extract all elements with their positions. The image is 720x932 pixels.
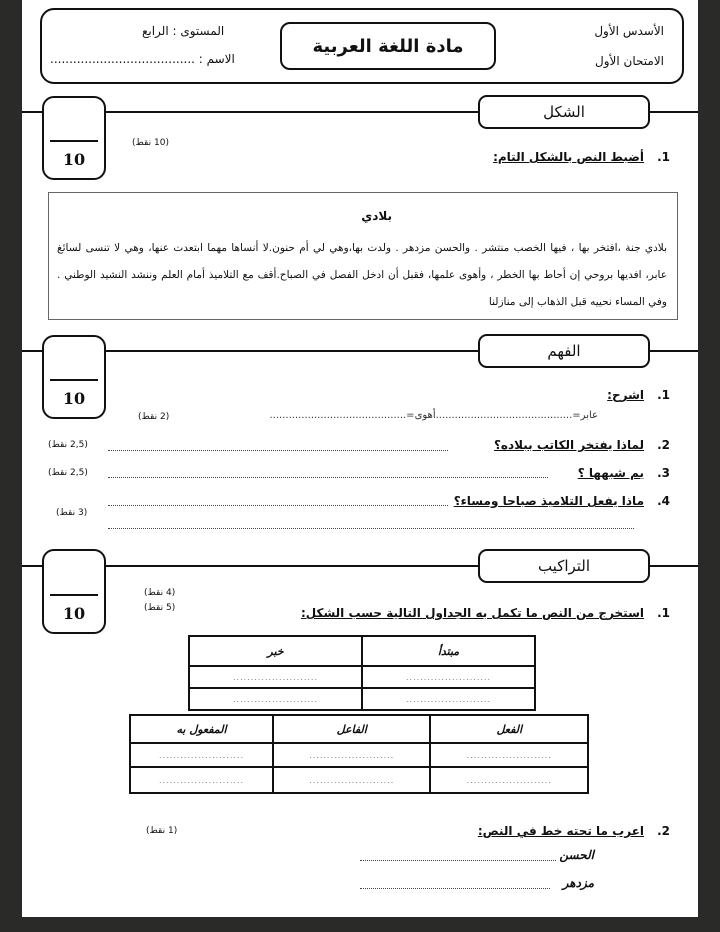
question-text: بم شبهها ؟ (577, 466, 644, 480)
answer-cell[interactable]: ........................ (362, 666, 535, 688)
answer-line[interactable] (108, 477, 548, 478)
score-box-structures (42, 549, 106, 634)
subject-title: مادة اللغة العربية (280, 22, 496, 70)
question-1-form (493, 150, 670, 164)
passage-body: بلادي جنة ،افتخر بها ، فيها الخصب منتشر . والحسن مزدهر . ولدت بها،وهي لي أم حنون.لا أنساها مهما ابتعدت عنها، وهي لا تنسى لسائغ عابر، افديها بروحي إن أحاط بها الخطر ، وأهوى علمها، فقبل أن ادخل الفصل في الصباح.أقف مع التلاميذ أمام العلم وننشد النشيد الوطني . وفي المساء نحييه قبل الذهاب إلى منازلنا (57, 242, 667, 308)
header-subject: مبتدأ (362, 636, 535, 666)
question-2-comprehension (494, 438, 670, 452)
answer-cell[interactable]: ........................ (130, 743, 273, 767)
question-text: ماذا يفعل التلاميذ صباحا ومساء؟ (453, 494, 644, 508)
answer-line-explain[interactable]: عابر=...........................................أهوى=........................................... (269, 410, 598, 421)
question-points: (2,5 نقط) (48, 440, 88, 450)
answer-cell[interactable]: ........................ (273, 743, 431, 767)
question-text: اعرب ما تحته خط في النص: (477, 824, 644, 838)
question-text: لماذا يفتخر الكاتب ببلاده؟ (493, 438, 644, 452)
header-verb: الفعل (430, 715, 588, 743)
table-row (189, 666, 535, 688)
exam-label: الامتحان الأول (595, 54, 664, 68)
answer-line[interactable] (108, 450, 448, 451)
question-number: 1. (657, 388, 670, 402)
level-label: المستوى : الرابع (142, 24, 225, 38)
score-fraction-bar (50, 379, 98, 381)
question-points: (1 نقط) (146, 826, 178, 836)
score-fraction-bar (50, 594, 98, 596)
answer-line[interactable] (108, 505, 448, 506)
section-title-form: الشكل (478, 95, 650, 129)
answer-cell[interactable]: ........................ (362, 688, 535, 710)
question-1-structures (301, 606, 670, 620)
answer-cell[interactable]: ........................ (130, 767, 273, 793)
answer-line[interactable] (360, 888, 550, 889)
question-points: (4 نقط) (144, 588, 176, 598)
table-header-row (130, 715, 588, 743)
score-max: 10 (62, 604, 86, 623)
question-points: (10 نقط) (132, 138, 169, 148)
header-agent: الفاعل (273, 715, 431, 743)
question-number: 2. (657, 438, 670, 452)
section-title-structures: التراكيب (478, 549, 650, 583)
question-number: 1. (657, 606, 670, 620)
exam-page (22, 0, 698, 917)
section-title-comprehension: الفهم (478, 334, 650, 368)
table-verb-subject-object (129, 714, 589, 794)
answer-line[interactable] (108, 528, 634, 529)
table-row (130, 767, 588, 793)
score-max: 10 (62, 150, 86, 169)
answer-cell[interactable]: ........................ (189, 688, 362, 710)
score-fraction-bar (50, 140, 98, 142)
answer-line[interactable] (360, 860, 556, 861)
table-row (130, 743, 588, 767)
question-number: 2. (657, 824, 670, 838)
table-subject-predicate (188, 635, 536, 711)
question-2-structures (478, 824, 670, 838)
passage-title: بلادي (361, 209, 392, 223)
answer-cell[interactable]: ........................ (430, 767, 588, 793)
question-number: 3. (657, 466, 670, 480)
question-4-comprehension (454, 494, 670, 508)
answer-cell[interactable]: ........................ (273, 767, 431, 793)
score-max: 10 (62, 389, 86, 408)
student-name-field[interactable]: الاسم : ...................................... (50, 52, 235, 66)
question-text: أضبط النص بالشكل التام: (493, 150, 644, 164)
reading-passage (48, 192, 678, 320)
question-1-comprehension (607, 388, 670, 402)
table-header-row (189, 636, 535, 666)
table-row (189, 688, 535, 710)
semester-label: الأسدس الأول (594, 24, 664, 38)
answer-cell[interactable]: ........................ (189, 666, 362, 688)
question-points: (5 نقط) (144, 603, 176, 613)
answer-cell[interactable]: ........................ (430, 743, 588, 767)
question-points: (2,5 نقط) (48, 468, 88, 478)
parse-item-label: الحسن (559, 848, 594, 862)
header-object: المفعول به (130, 715, 273, 743)
question-points: (2 نقط) (138, 412, 170, 422)
question-number: 1. (657, 150, 670, 164)
question-number: 4. (657, 494, 670, 508)
question-3-comprehension (578, 466, 670, 480)
question-points: (3 نقط) (56, 508, 88, 518)
score-box-comprehension (42, 335, 106, 419)
score-box-form (42, 96, 106, 180)
header-predicate: خبر (189, 636, 362, 666)
question-text: اشرح: (607, 388, 644, 402)
parse-item-label: مزدهر (562, 876, 594, 890)
question-text: استخرج من النص ما تكمل به الجداول التالية حسب الشكل: (300, 606, 644, 620)
